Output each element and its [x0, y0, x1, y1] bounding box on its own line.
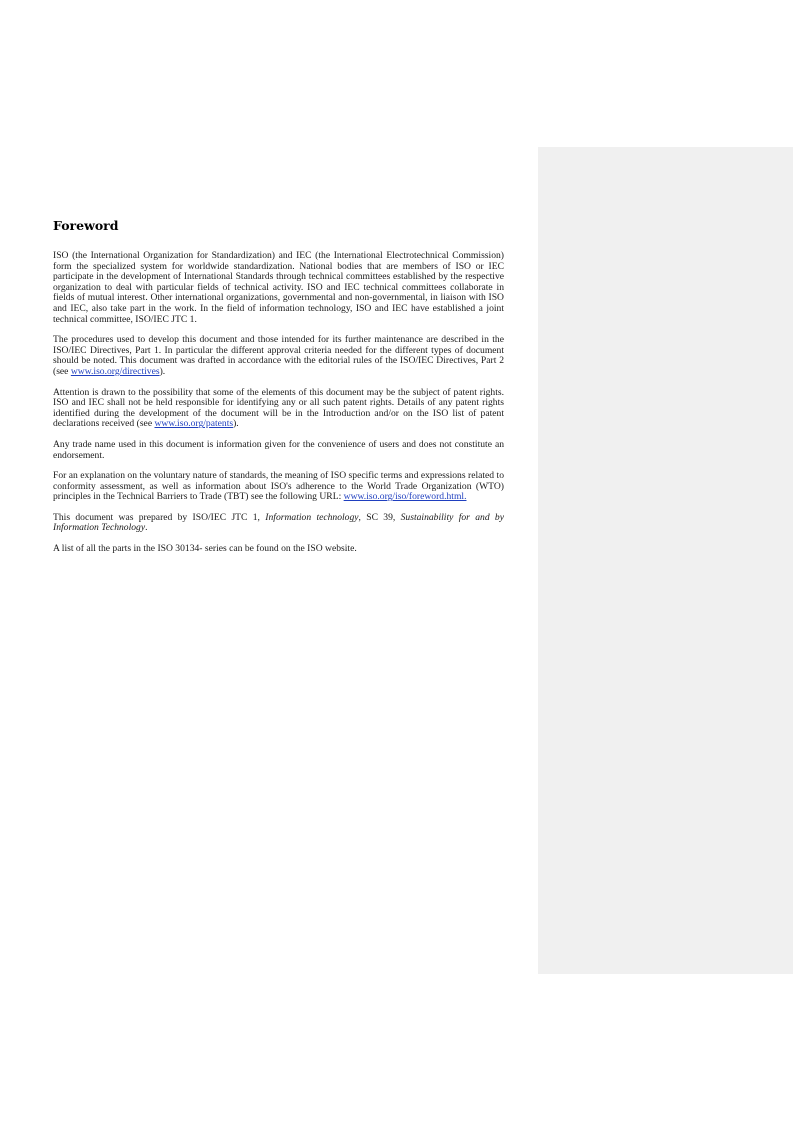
paragraph-text-end: ).	[159, 365, 166, 377]
paragraph-patents	[53, 388, 504, 430]
subcommittee-name: Sustainability for and by Information Technology	[53, 511, 504, 534]
committee-name: Information technology	[265, 511, 359, 523]
foreword-section	[53, 218, 504, 565]
paragraph-voluntary-nature	[53, 471, 504, 503]
paragraph-text-end: .	[145, 522, 148, 534]
directives-link[interactable]: www.iso.org/directives	[70, 365, 160, 377]
patents-link[interactable]: www.iso.org/patents	[154, 418, 234, 430]
paragraph-text: The procedures used to develop this document and those intended for its further maintenance are described in the ISO/IEC Directives, Part 1. In particular the different approval criteria needed for the different types of document should be noted. This document was drafted in accordance with the editorial rules of the ISO/IEC Directives, Part 2 (see	[53, 334, 504, 377]
paragraph-series-list: A list of all the parts in the ISO 30134- series can be found on the ISO website.	[53, 543, 357, 555]
paragraph-text: For an explanation on the voluntary nature of standards, the meaning of ISO specific terms and expressions related to conformity assessment, as well as information about ISO's adherence to the World Trade Organization (WTO) principles in the Technical Barriers to Trade (TBT) see the following URL:	[53, 470, 504, 503]
paragraph-text: , SC 39,	[358, 511, 401, 523]
paragraph-prepared-by	[53, 513, 504, 534]
paragraph-text-end: ).	[233, 418, 239, 430]
paragraph-trade-name: Any trade name used in this document is information given for the convenience of users and does not constitute an endorsement.	[53, 438, 504, 461]
paragraph-text: Attention is drawn to the possibility that some of the elements of this document may be the subject of patent rights. ISO and IEC shall not be held responsible for identifying any or all such patent rights. Details of any patent rights identified during the development of the document will be in the Introduction and/or on the ISO list of patent declarations received (see	[53, 386, 504, 430]
paragraph-text: This document was prepared by ISO/IEC JTC 1,	[53, 511, 266, 523]
foreword-link[interactable]: www.iso.org/iso/foreword.html.	[343, 491, 467, 503]
page-title: Foreword	[53, 218, 119, 233]
paragraph-procedures	[53, 335, 504, 377]
paragraph-iso-iec: ISO (the International Organization for Standardization) and IEC (the International Electrotechnical Commission) form the specialized system for worldwide standardization. National bodies that are members of ISO or IEC participate in the development of International Standards through technical committees established by the respective organization to deal with particular fields of technical activity. ISO and IEC technical committees collaborate in fields of mutual interest. Other international organizations, governmental and non-governmental, in liaison with ISO and IEC, also take part in the work. In the field of information technology, ISO and IEC have established a joint technical committee, ISO/IEC JTC 1.	[53, 250, 504, 325]
comment-margin-pane	[538, 147, 793, 974]
